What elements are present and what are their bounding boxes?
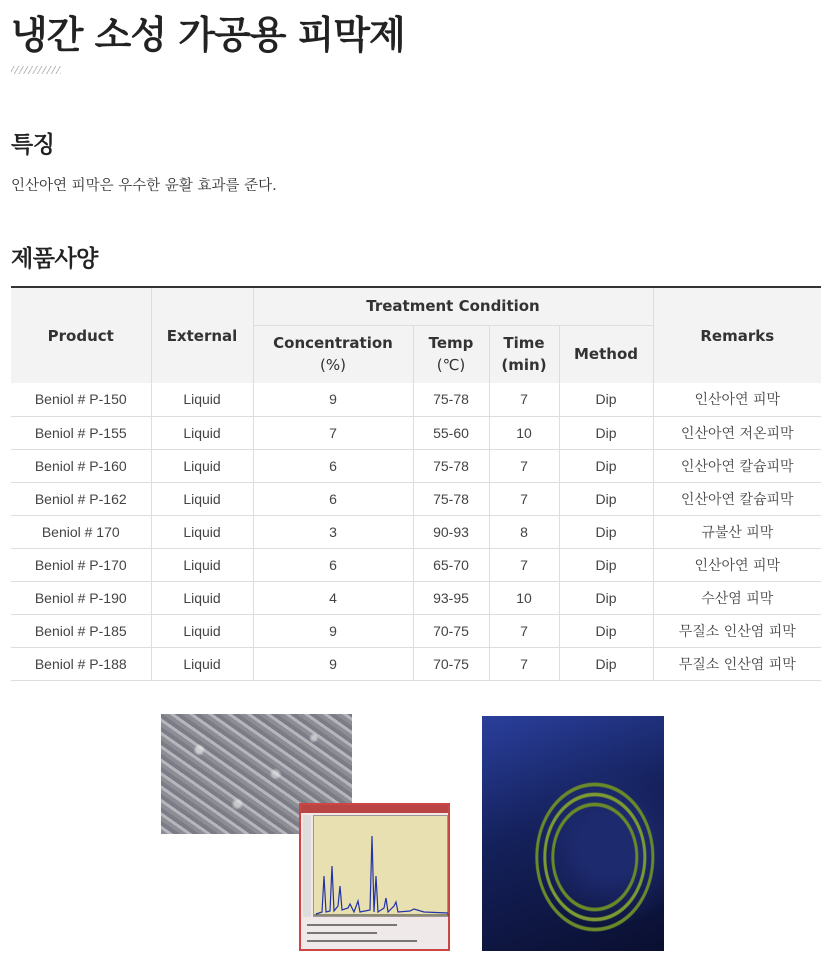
header-time (489, 325, 559, 383)
cell-remarks: 수산염 피막 (653, 581, 821, 614)
table-row (11, 482, 821, 515)
cell-time: 10 (489, 416, 559, 449)
table-row (11, 548, 821, 581)
cell-time: 7 (489, 614, 559, 647)
cell-method: Dip (559, 482, 653, 515)
header-concentration-unit: (%) (320, 356, 346, 375)
features-text: 인산아연 피막은 우수한 윤활 효과를 준다. (11, 178, 277, 194)
table-row (11, 614, 821, 647)
header-method: Method (559, 325, 653, 383)
cell-method: Dip (559, 581, 653, 614)
cell-concentration: 6 (253, 548, 413, 581)
cell-time: 7 (489, 449, 559, 482)
spectrum-titlebar (301, 805, 448, 813)
cell-remarks: 인산아연 칼슘피막 (653, 482, 821, 515)
cell-remarks: 무질소 인산염 피막 (653, 647, 821, 680)
cell-remarks: 규불산 피막 (653, 515, 821, 548)
cell-concentration: 7 (253, 416, 413, 449)
spectrum-footer-line (307, 924, 397, 926)
spec-table-body (11, 383, 821, 680)
cell-time: 7 (489, 647, 559, 680)
cell-product: Beniol # 170 (11, 515, 151, 548)
cell-time: 8 (489, 515, 559, 548)
cell-product: Beniol # P-160 (11, 449, 151, 482)
cell-remarks: 인산아연 저온피막 (653, 416, 821, 449)
cell-product: Beniol # P-188 (11, 647, 151, 680)
cell-external: Liquid (151, 647, 253, 680)
spectrum-screenshot (299, 803, 450, 951)
cell-temp: 65-70 (413, 548, 489, 581)
cell-concentration: 9 (253, 383, 413, 416)
cell-remarks: 인산아연 칼슘피막 (653, 449, 821, 482)
cell-time: 7 (489, 482, 559, 515)
header-time-unit: (min) (501, 356, 547, 375)
cell-external: Liquid (151, 614, 253, 647)
cell-concentration: 6 (253, 482, 413, 515)
cell-method: Dip (559, 614, 653, 647)
cell-external: Liquid (151, 548, 253, 581)
cell-method: Dip (559, 449, 653, 482)
table-row (11, 647, 821, 680)
cell-temp: 90-93 (413, 515, 489, 548)
cell-concentration: 3 (253, 515, 413, 548)
table-row (11, 383, 821, 416)
cell-method: Dip (559, 515, 653, 548)
cell-method: Dip (559, 647, 653, 680)
cell-product: Beniol # P-155 (11, 416, 151, 449)
cell-concentration: 9 (253, 614, 413, 647)
cell-temp: 70-75 (413, 647, 489, 680)
header-product: Product (11, 287, 151, 383)
spec-table (11, 286, 821, 681)
header-external: External (151, 287, 253, 383)
cell-temp: 70-75 (413, 614, 489, 647)
header-remarks: Remarks (653, 287, 821, 383)
cell-time: 7 (489, 383, 559, 416)
spec-heading: 제품사양 (11, 246, 98, 272)
cell-external: Liquid (151, 515, 253, 548)
cell-temp: 93-95 (413, 581, 489, 614)
cell-temp: 55-60 (413, 416, 489, 449)
cell-method: Dip (559, 383, 653, 416)
cell-product: Beniol # P-170 (11, 548, 151, 581)
spectrum-footer-line (307, 940, 417, 942)
spectrum-footer-line (307, 932, 377, 934)
cell-time: 7 (489, 548, 559, 581)
cell-product: Beniol # P-162 (11, 482, 151, 515)
cell-concentration: 6 (253, 449, 413, 482)
cell-temp: 75-78 (413, 449, 489, 482)
cell-external: Liquid (151, 581, 253, 614)
cell-concentration: 4 (253, 581, 413, 614)
cell-external: Liquid (151, 482, 253, 515)
wire-coil-photo (482, 716, 664, 951)
table-row (11, 581, 821, 614)
spectrum-line (316, 836, 448, 914)
cell-method: Dip (559, 416, 653, 449)
cell-time: 10 (489, 581, 559, 614)
header-temp-unit: (℃) (436, 356, 466, 375)
cell-product: Beniol # P-185 (11, 614, 151, 647)
cell-remarks: 인산아연 피막 (653, 548, 821, 581)
cell-concentration: 9 (253, 647, 413, 680)
header-temp-label: Temp (428, 334, 474, 353)
spectrum-plot (313, 815, 448, 917)
header-temp (413, 325, 489, 383)
cell-external: Liquid (151, 416, 253, 449)
title-decoration (11, 66, 61, 74)
cell-remarks: 무질소 인산염 피막 (653, 614, 821, 647)
spectrum-toolbar (303, 815, 311, 917)
header-concentration (253, 325, 413, 383)
cell-product: Beniol # P-190 (11, 581, 151, 614)
cell-temp: 75-78 (413, 482, 489, 515)
features-heading: 특징 (11, 132, 55, 158)
table-row (11, 515, 821, 548)
header-time-label: Time (503, 334, 545, 353)
cell-remarks: 인산아연 피막 (653, 383, 821, 416)
header-concentration-label: Concentration (273, 334, 393, 353)
table-row (11, 449, 821, 482)
header-treatment-condition: Treatment Condition (253, 287, 653, 325)
page-title: 냉간 소성 가공용 피막제 (11, 13, 405, 57)
cell-product: Beniol # P-150 (11, 383, 151, 416)
spectrum-peaks-graphic (314, 816, 449, 918)
cell-method: Dip (559, 548, 653, 581)
cell-external: Liquid (151, 449, 253, 482)
cell-external: Liquid (151, 383, 253, 416)
cell-temp: 75-78 (413, 383, 489, 416)
spectrum-footer (303, 919, 448, 949)
table-row (11, 416, 821, 449)
